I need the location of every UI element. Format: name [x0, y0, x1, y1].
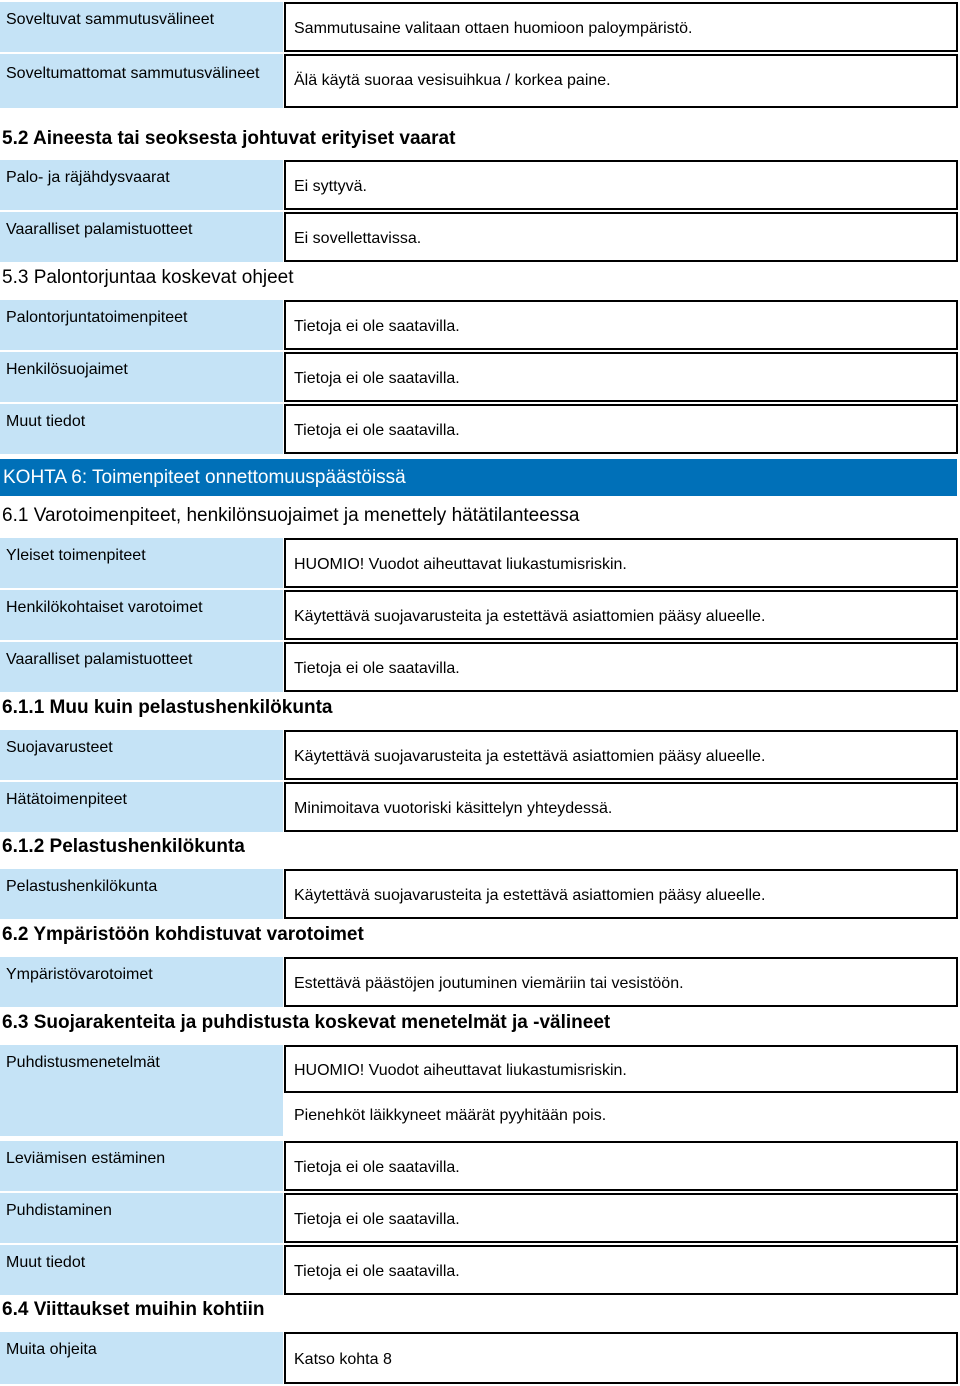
- row-firefighting-measures: [0, 300, 960, 350]
- value-other-info-5: [284, 404, 958, 454]
- row-other-info-6: [0, 1245, 960, 1295]
- value-text: Estettävä päästöjen joutuminen viemäriin tai vesistöön.: [294, 975, 684, 992]
- label-firefighting-measures: Palontorjuntatoimenpiteet: [0, 300, 283, 350]
- label-suitable-extinguishing: Soveltuvat sammutusvälineet: [0, 2, 283, 52]
- row-general-measures: [0, 538, 960, 588]
- value-text: HUOMIO! Vuodot aiheuttavat liukastumisriskin.: [294, 556, 627, 573]
- value-other-instructions: [284, 1332, 958, 1384]
- row-combustion-products-6: [0, 642, 960, 692]
- heading-6-2: 6.2 Ympäristöön kohdistuvat varotoimet: [2, 924, 364, 945]
- label-other-info-6: Muut tiedot: [0, 1245, 283, 1295]
- label-general-measures: Yleiset toimenpiteet: [0, 538, 283, 588]
- section-6-banner: [0, 459, 957, 496]
- label-protective-equipment: Suojavarusteet: [0, 730, 283, 780]
- value-environmental-precautions: [284, 957, 958, 1007]
- label-fire-hazards: Palo- ja räjähdysvaarat: [0, 160, 283, 210]
- value-other-info-6: [284, 1245, 958, 1295]
- value-cleanup-methods-2: [284, 1093, 958, 1135]
- label-ppe: Henkilösuojaimet: [0, 352, 283, 402]
- value-emergency-responders: [284, 869, 958, 919]
- value-ppe: [284, 352, 958, 402]
- value-text: Tietoja ei ole saatavilla.: [294, 660, 460, 677]
- value-text: Käytettävä suojavarusteita ja estettävä asiattomien pääsy alueelle.: [294, 748, 766, 765]
- heading-6-1-2: 6.1.2 Pelastushenkilökunta: [2, 836, 245, 857]
- value-combustion-products-6: [284, 642, 958, 692]
- heading-6-3: 6.3 Suojarakenteita ja puhdistusta koskevat menetelmät ja -välineet: [2, 1012, 611, 1033]
- value-text: Katso kohta 8: [294, 1351, 392, 1368]
- value-text: Tietoja ei ole saatavilla.: [294, 318, 460, 335]
- row-suitable-extinguishing: [0, 2, 960, 52]
- label-cleaning: Puhdistaminen: [0, 1193, 283, 1243]
- value-text: Tietoja ei ole saatavilla.: [294, 1211, 460, 1228]
- value-combustion-products: [284, 212, 958, 262]
- label-combustion-products-6: Vaaralliset palamistuotteet: [0, 642, 283, 692]
- value-personal-precautions: [284, 590, 958, 640]
- row-emergency-procedures: [0, 782, 960, 832]
- row-environmental-precautions: [0, 957, 960, 1007]
- heading-6-1-1: 6.1.1 Muu kuin pelastushenkilökunta: [2, 697, 333, 718]
- value-text: Käytettävä suojavarusteita ja estettävä asiattomien pääsy alueelle.: [294, 608, 766, 625]
- row-other-instructions: [0, 1332, 960, 1384]
- value-text: Ei syttyvä.: [294, 178, 367, 195]
- row-cleaning: [0, 1193, 960, 1243]
- value-text: Tietoja ei ole saatavilla.: [294, 370, 460, 387]
- label-cleanup-methods: Puhdistusmenetelmät: [0, 1045, 283, 1136]
- row-emergency-responders: [0, 869, 960, 919]
- label-personal-precautions: Henkilökohtaiset varotoimet: [0, 590, 283, 640]
- value-firefighting-measures: [284, 300, 958, 350]
- heading-6-4: 6.4 Viittaukset muihin kohtiin: [2, 1299, 265, 1320]
- label-combustion-products: Vaaralliset palamistuotteet: [0, 212, 283, 262]
- label-environmental-precautions: Ympäristövarotoimet: [0, 957, 283, 1007]
- row-personal-precautions: [0, 590, 960, 640]
- row-other-info-5: [0, 404, 960, 454]
- value-cleanup-methods-1: [284, 1045, 958, 1093]
- value-text: Tietoja ei ole saatavilla.: [294, 1263, 460, 1280]
- row-unsuitable-extinguishing: [0, 54, 960, 108]
- value-unsuitable-extinguishing: [284, 54, 958, 108]
- row-cleanup-methods: [0, 1045, 960, 1136]
- label-other-info-5: Muut tiedot: [0, 404, 283, 454]
- label-unsuitable-extinguishing: Soveltumattomat sammutusvälineet: [0, 54, 283, 108]
- heading-5-2: 5.2 Aineesta tai seoksesta johtuvat erityiset vaarat: [2, 128, 456, 149]
- value-text: Ei sovellettavissa.: [294, 230, 422, 247]
- value-protective-equipment: [284, 730, 958, 780]
- value-text: Sammutusaine valitaan ottaen huomioon paloympäristö.: [294, 20, 693, 37]
- row-protective-equipment: [0, 730, 960, 780]
- row-containment: [0, 1141, 960, 1191]
- value-text: Tietoja ei ole saatavilla.: [294, 1159, 460, 1176]
- label-other-instructions: Muita ohjeita: [0, 1332, 283, 1384]
- row-ppe: [0, 352, 960, 402]
- value-emergency-procedures: [284, 782, 958, 832]
- section-6-title: KOHTA 6: Toimenpiteet onnettomuuspäästöissä: [3, 466, 406, 488]
- label-containment: Leviämisen estäminen: [0, 1141, 283, 1191]
- value-text: Tietoja ei ole saatavilla.: [294, 422, 460, 439]
- value-text: Minimoitava vuotoriski käsittelyn yhteydessä.: [294, 800, 613, 817]
- value-suitable-extinguishing: [284, 2, 958, 52]
- value-text: Älä käytä suoraa vesisuihkua / korkea paine.: [294, 72, 611, 89]
- value-text: Pienehköt läikkyneet määrät pyyhitään pois.: [294, 1107, 607, 1124]
- row-combustion-products: [0, 212, 960, 262]
- value-text: HUOMIO! Vuodot aiheuttavat liukastumisriskin.: [294, 1062, 627, 1079]
- value-containment: [284, 1141, 958, 1191]
- value-cleaning: [284, 1193, 958, 1243]
- value-text: Käytettävä suojavarusteita ja estettävä asiattomien pääsy alueelle.: [294, 887, 766, 904]
- heading-6-1: 6.1 Varotoimenpiteet, henkilönsuojaimet ja menettely hätätilanteessa: [2, 505, 580, 526]
- label-emergency-procedures: Hätätoimenpiteet: [0, 782, 283, 832]
- label-emergency-responders: Pelastushenkilökunta: [0, 869, 283, 919]
- heading-5-3: 5.3 Palontorjuntaa koskevat ohjeet: [2, 267, 294, 288]
- value-fire-hazards: [284, 160, 958, 210]
- value-general-measures: [284, 538, 958, 588]
- row-fire-hazards: [0, 160, 960, 210]
